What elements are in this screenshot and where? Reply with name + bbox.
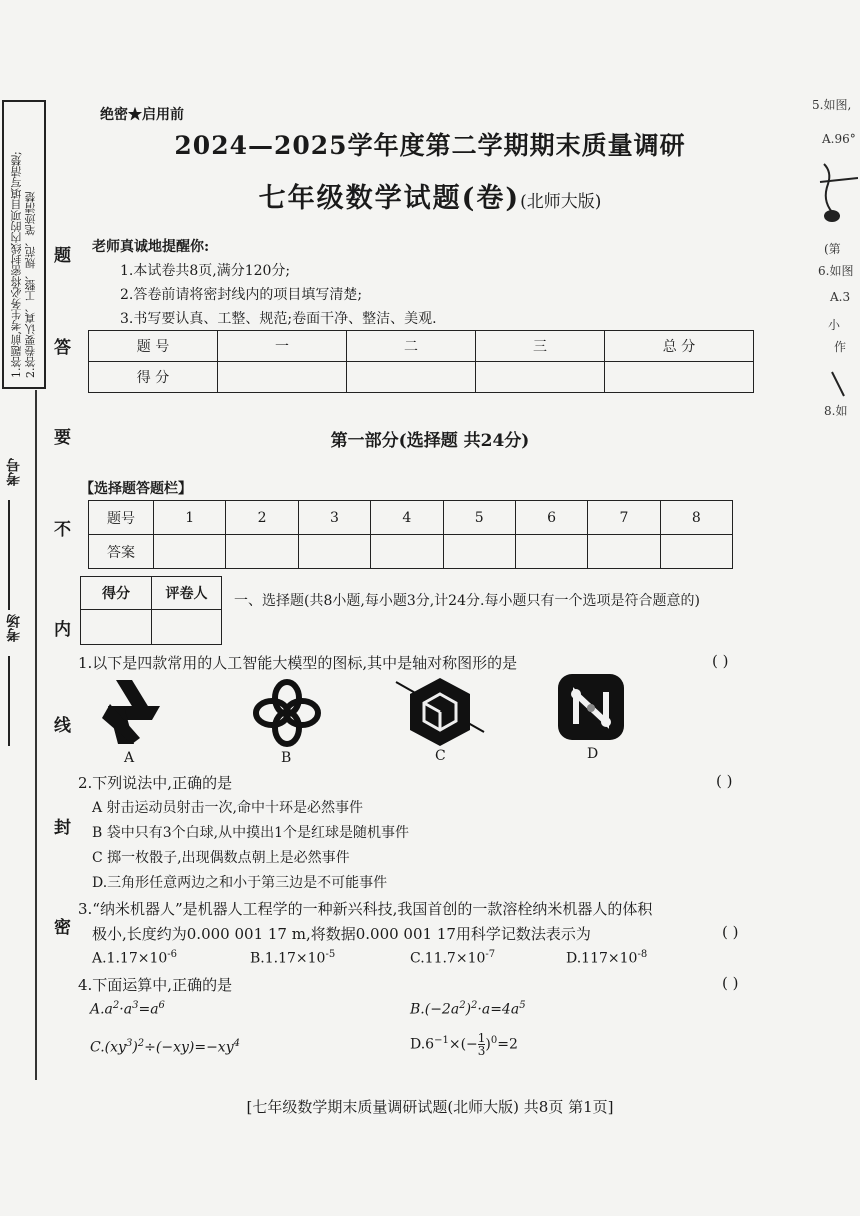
q3-option-c-text: C.11.7×10 <box>410 950 486 967</box>
grader-name-label: 评卷人 <box>152 577 222 610</box>
binding-note-line-1: 1.答题前,考生务必将密封线内的项目填写清楚; <box>10 151 23 378</box>
score-header: 一 <box>218 331 347 362</box>
q1-stem: 1.以下是四款常用的人工智能大模型的图标,其中是轴对称图形的是 <box>78 654 518 672</box>
seal-word: 要 <box>50 428 70 445</box>
q3-option-a-exp: -6 <box>167 949 178 960</box>
q2-answer-paren[interactable]: ( ) <box>716 772 733 790</box>
score-cell[interactable] <box>476 362 605 393</box>
answer-table <box>88 500 733 569</box>
seal-line <box>35 390 37 1080</box>
answer-cell[interactable] <box>371 535 443 569</box>
answer-bar-title: 【选择题答题栏】 <box>80 481 192 497</box>
q3-option-c <box>410 949 495 967</box>
q3-option-b <box>250 949 335 967</box>
seal-word: 答 <box>50 338 70 355</box>
edge-fragment: A.96° <box>822 132 856 146</box>
answer-row-label: 答案 <box>89 535 154 569</box>
score-header: 三 <box>476 331 605 362</box>
answer-cell[interactable] <box>226 535 298 569</box>
score-cell[interactable] <box>605 362 754 393</box>
edge-figure-icon <box>818 160 858 230</box>
edge-fragment: 8.如 <box>824 404 848 418</box>
grader-score-label: 得分 <box>81 577 152 610</box>
q4-option-a: $A.a^2\cdot a^3=a^6$ <box>90 1000 165 1018</box>
score-row-label: 得 分 <box>89 362 218 393</box>
score-cell[interactable] <box>347 362 476 393</box>
q3-option-c-exp: -7 <box>485 949 496 960</box>
grader-name-cell[interactable] <box>152 610 222 645</box>
subtitle-text: 七年级数学试题(卷) <box>258 183 521 214</box>
part1-title: 第一部分(选择题 共24分) <box>330 431 530 451</box>
seal-word: 密 <box>50 918 70 935</box>
seal-word: 内 <box>50 620 70 637</box>
edge-fragment: 6.如图 <box>818 264 854 278</box>
question-number: 2 <box>226 501 298 535</box>
answer-cell[interactable] <box>298 535 370 569</box>
edge-fragment: 作 <box>834 340 847 354</box>
question-number: 1 <box>154 501 226 535</box>
seal-word: 不 <box>50 520 70 537</box>
binding-note-line-2: 2.答卷要认真、工整、规范、笔迹清楚 <box>24 191 37 378</box>
edge-fragment: (第 <box>824 242 841 256</box>
question-number: 6 <box>515 501 587 535</box>
answer-cell[interactable] <box>154 535 226 569</box>
q3-option-b-text: B.1.17×10 <box>250 950 326 967</box>
q2-option-c: C 掷一枚骰子,出现偶数点朝上是必然事件 <box>92 850 350 866</box>
edge-fragment: 小 <box>828 318 841 332</box>
exam-number-line[interactable] <box>8 500 10 610</box>
score-header: 题 号 <box>89 331 218 362</box>
rule-2: 2.答卷前请将密封线内的项目填写清楚; <box>120 287 363 303</box>
answer-cell[interactable] <box>660 535 732 569</box>
q3-option-a-text: A.1.17×10 <box>92 950 168 967</box>
grader-box <box>80 576 222 645</box>
answer-row-label: 题号 <box>89 501 154 535</box>
q2-option-b: B 袋中只有3个白球,从中摸出1个是红球是随机事件 <box>92 825 410 841</box>
q1-answer-paren[interactable]: ( ) <box>712 652 729 670</box>
logo-d-icon <box>556 672 626 742</box>
question-number: 4 <box>371 501 443 535</box>
q3-option-d <box>566 949 647 967</box>
section1-title: 一、选择题(共8小题,每小题3分,计24分.每小题只有一个选项是符合题意的) <box>234 593 700 609</box>
q4-option-c: $C.(xy^3)^2\div(-xy)=-xy^4$ <box>90 1038 240 1056</box>
q4-option-d: $D.6^{-1}\times(-$ $\frac{1}{3}$ )$^0$=2 <box>410 1031 518 1058</box>
q4-option-b: $B.(-2a^2)^2\cdot a=4a^5$ <box>410 1000 526 1018</box>
exam-title: 2024—2025学年度第二学期期末质量调研 <box>174 131 686 160</box>
answer-cell[interactable] <box>515 535 587 569</box>
edge-fragment: A.3 <box>830 290 851 304</box>
logo-c-icon <box>392 672 488 754</box>
seal-word: 线 <box>50 716 70 733</box>
page-footer: [七年级数学期末质量调研试题(北师大版) 共8页 第1页] <box>246 1098 614 1116</box>
seal-word: 题 <box>50 246 70 263</box>
rule-3: 3.书写要认真、工整、规范;卷面干净、整洁、美观. <box>120 311 437 327</box>
q2-option-a: A 射击运动员射击一次,命中十环是必然事件 <box>92 800 364 816</box>
score-cell[interactable] <box>218 362 347 393</box>
question-number: 8 <box>660 501 732 535</box>
exam-subtitle <box>0 176 860 215</box>
q3-option-d-exp: -8 <box>637 949 648 960</box>
edge-figure-icon <box>828 370 858 400</box>
edge-fragment: 5.如图, <box>812 98 852 112</box>
rule-1: 1.本试卷共8页,满分120分; <box>120 263 291 279</box>
score-table <box>88 330 754 393</box>
logo-a-icon <box>94 676 166 748</box>
q1-label-d: D <box>587 746 599 762</box>
q3-option-b-exp: -5 <box>325 949 336 960</box>
q2-option-d: D.三角形任意两边之和小于第三边是不可能事件 <box>92 875 388 891</box>
q1-label-c: C <box>435 748 446 764</box>
q3-answer-paren[interactable]: ( ) <box>722 923 739 941</box>
question-number: 3 <box>298 501 370 535</box>
edition-label: (北师大版) <box>520 192 602 212</box>
q1-label-b: B <box>281 750 292 766</box>
q2-stem: 2.下列说法中,正确的是 <box>78 774 233 792</box>
q3-option-d-text: D.117×10 <box>566 950 638 967</box>
question-number: 5 <box>443 501 515 535</box>
q1-label-a: A <box>124 750 135 766</box>
q3-stem-line2: 极小,长度约为0.000 001 17 m,将数据0.000 001 17用科学记数法表示为 <box>92 925 591 943</box>
q3-stem-line1: 3.“纳米机器人”是机器人工程学的一种新兴科技,我国首创的一款溶栓纳米机器人的体积 <box>78 900 653 918</box>
exam-room-label: 考场 <box>6 614 22 642</box>
q4-stem: 4.下面运算中,正确的是 <box>78 976 233 994</box>
confidential-mark: 绝密★启用前 <box>100 107 184 123</box>
q3-option-a <box>92 949 177 967</box>
answer-cell[interactable] <box>588 535 660 569</box>
exam-room-line[interactable] <box>8 656 10 746</box>
score-header: 总 分 <box>605 331 754 362</box>
answer-cell[interactable] <box>443 535 515 569</box>
exam-number-label: 考号 <box>6 458 22 486</box>
reminder-heading: 老师真诚地提醒你: <box>92 239 210 255</box>
seal-word: 封 <box>50 818 70 835</box>
grader-score-cell[interactable] <box>81 610 152 645</box>
question-number: 7 <box>588 501 660 535</box>
q4-answer-paren[interactable]: ( ) <box>722 974 739 992</box>
logo-b-icon <box>250 676 324 750</box>
score-header: 二 <box>347 331 476 362</box>
